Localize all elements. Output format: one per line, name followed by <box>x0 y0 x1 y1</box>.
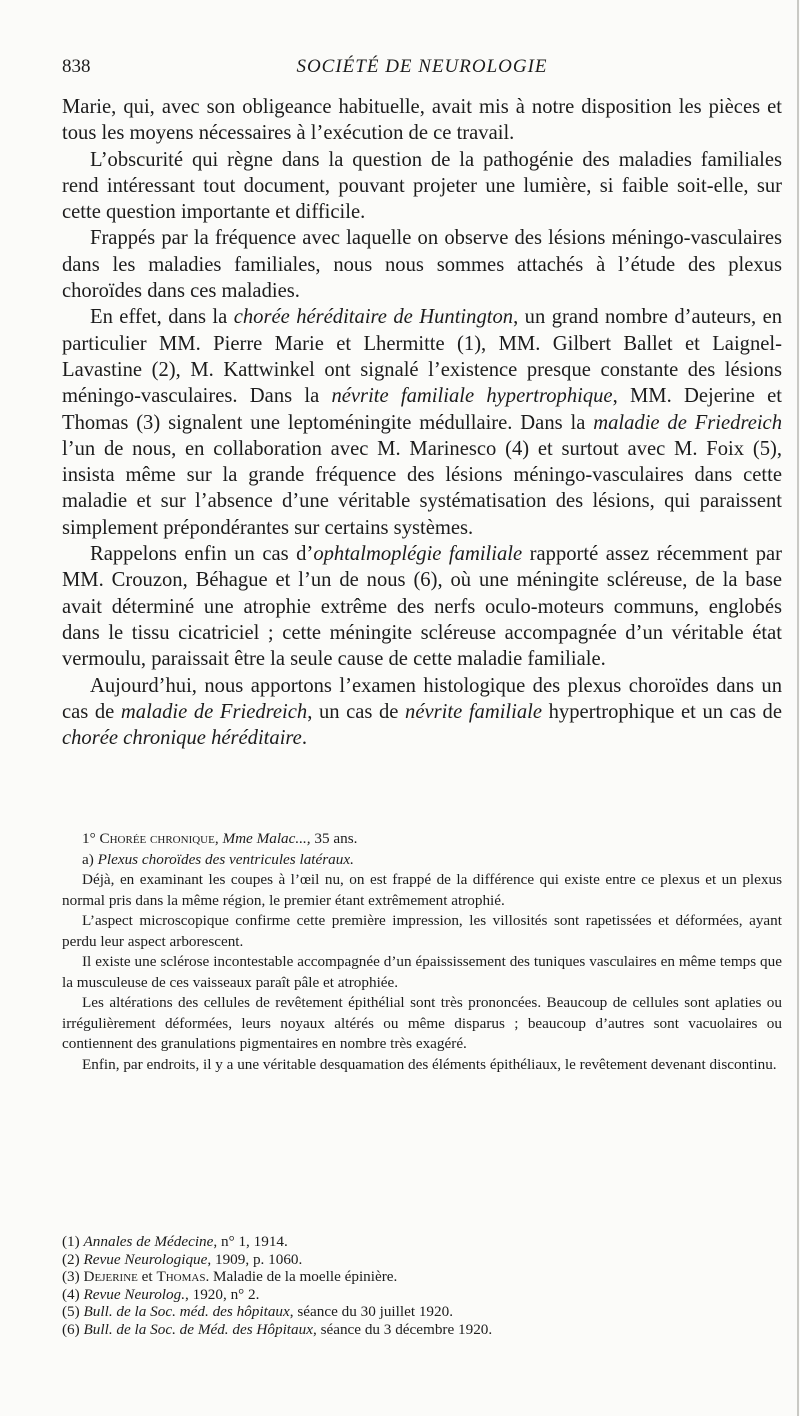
italic-ophtalmoplegie: ophtalmoplégie familiale <box>313 543 523 566</box>
italic-friedreich: maladie de Friedreich <box>593 411 782 434</box>
paragraph-4-text-c: , MM. Dejerine et Thomas (3) signalent une leptoméningite médullaire. Dans la <box>62 385 782 434</box>
footnote-5: (5) Bull. de la Soc. méd. des hôpitaux, séance du 30 juillet 1920. <box>62 1303 454 1321</box>
paragraph-4-text-d: l’un de nous, en collaboration avec M. Marinesco (4) et surtout avec M. Foix (5), insista même sur la grande fréquence des lésions méningo-vasculaires dans cette maladie et sur l’absence d’une véritable systématisation des lésions, qui paraissent simplement prépondérantes sur certains systèmes. <box>62 437 782 539</box>
case-diagnosis: Chorée chronique, <box>99 830 219 847</box>
paragraph-6-text-c: hypertrophique et un cas de <box>542 700 782 723</box>
case-age: 35 ans. <box>314 830 358 847</box>
paragraph-4-text-a: En effet, dans la <box>90 306 234 329</box>
case-patient: Mme Malac..., <box>222 830 311 847</box>
running-title: SOCIÉTÉ DE NEUROLOGIE <box>296 56 548 77</box>
page-number: 838 <box>62 56 91 77</box>
footnote-1: (1) Annales de Médecine, n° 1, 1914. <box>62 1233 288 1250</box>
footnote-3: (3) Dejerine et Thomas. Maladie de la moelle épinière. <box>62 1268 398 1286</box>
paragraph-6-text-b: , un cas de <box>307 700 406 723</box>
paragraph-6 <box>62 673 782 752</box>
paragraph-5-text-a: Rappelons enfin un cas d’ <box>90 543 314 566</box>
italic-friedreich-2: maladie de Friedreich <box>120 700 308 723</box>
italic-huntington: chorée héréditaire de Huntington <box>233 306 514 329</box>
page-edge-shadow <box>797 0 799 1416</box>
paragraph-6-text-d: . <box>301 727 307 750</box>
paragraph-3: Frappés par la fréquence avec laquelle on observe des lésions méningo-vasculaires dans les maladies familiales, nous nous sommes attachés à l’étude des plexus choroïdes dans ces maladies. <box>62 227 782 303</box>
page-header <box>62 56 782 86</box>
case-sub-text: Plexus choroïdes des ventricules latéraux. <box>97 850 354 868</box>
case-paragraph-3: Il existe une sclérose incontestable accompagnée d’un épaississement des tuniques vasculaires en même temps que la musculeuse de ces vaisseaux paraît pâle et atrophiée. <box>62 953 782 991</box>
case-paragraph-5: Enfin, par endroits, il y a une véritable desquamation des éléments épithéliaux, le revêtement devenant discontinu. <box>82 1055 777 1073</box>
case-sub-label: a) <box>82 850 94 868</box>
case-paragraph-4: Les altérations des cellules de revêtement épithélial sont très prononcées. Beaucoup de cellules sont aplaties ou irrégulièrement déformées, leurs noyaux altérés ou même disparus ; beaucoup d’autres sont vacuolaires ou contiennent des granulations pigmentaires en nombre très exagéré. <box>62 994 782 1052</box>
footnote-2: (2) Revue Neurologique, 1909, p. 1060. <box>62 1250 303 1268</box>
paragraph-6-text-a: Aujourd’hui, nous apportons l’examen histologique des plexus choroïdes dans un cas de <box>62 674 782 723</box>
italic-nevrite-2: névrite familiale <box>405 700 543 723</box>
footnote-4: (4) Revue Neurolog., 1920, n° 2. <box>62 1285 260 1303</box>
italic-nevrite: névrite familiale hypertrophique <box>331 385 613 408</box>
case-number: 1° <box>82 830 96 847</box>
paragraph-5 <box>62 541 782 672</box>
paragraph-1: Marie, qui, avec son obligeance habituelle, avait mis à notre disposition les pièces et tous les moyens nécessaires à l’exécution de ce travail. <box>62 96 782 145</box>
italic-choree-chronique: chorée chronique héréditaire <box>62 727 302 750</box>
footnote-6: (6) Bull. de la Soc. de Méd. des Hôpitaux, séance du 3 décembre 1920. <box>62 1320 493 1338</box>
case-subheading <box>62 850 782 871</box>
paragraph-4-text-b: , un grand nombre d’auteurs, en particulier MM. Pierre Marie et Lhermitte (1), MM. Gilbert Ballet et Laignel-Lavastine (2), M. Kattwinkel ont signalé l’existence presque constante des lésions méningo-vasculaires. Dans la <box>62 306 783 408</box>
case-paragraph-2: L’aspect microscopique confirme cette première impression, les villosités sont rapetissées et déformées, ayant perdu leur aspect arborescent. <box>62 912 782 950</box>
case-paragraph-1: Déjà, en examinant les coupes à l’œil nu, on est frappé de la différence qui existe entre ce plexus et un plexus normal pris dans la même région, le premier étant extrêmement atrophié. <box>62 871 782 909</box>
paragraph-4 <box>62 304 782 541</box>
main-text <box>62 94 782 751</box>
paragraph-5-text-b: rapporté assez récemment par MM. Crouzon, Béhague et l’un de nous (6), où une méningite scléreuse, de la base avait déterminé une atrophie extrême des nerfs oculo-moteurs communs, englobés dans le tissu cicatriciel ; cette méningite scléreuse accompagnée d’un véritable état vermoulu, paraissait être la seule cause de cette maladie familiale. <box>62 543 782 671</box>
footnotes <box>62 1233 782 1339</box>
case-report <box>62 829 782 1075</box>
case-title <box>62 829 782 850</box>
paragraph-2: L’obscurité qui règne dans la question de la pathogénie des maladies familiales rend intéressant tout document, pouvant projeter une lumière, si faible soit-elle, sur cette question importante et difficile. <box>62 148 782 224</box>
